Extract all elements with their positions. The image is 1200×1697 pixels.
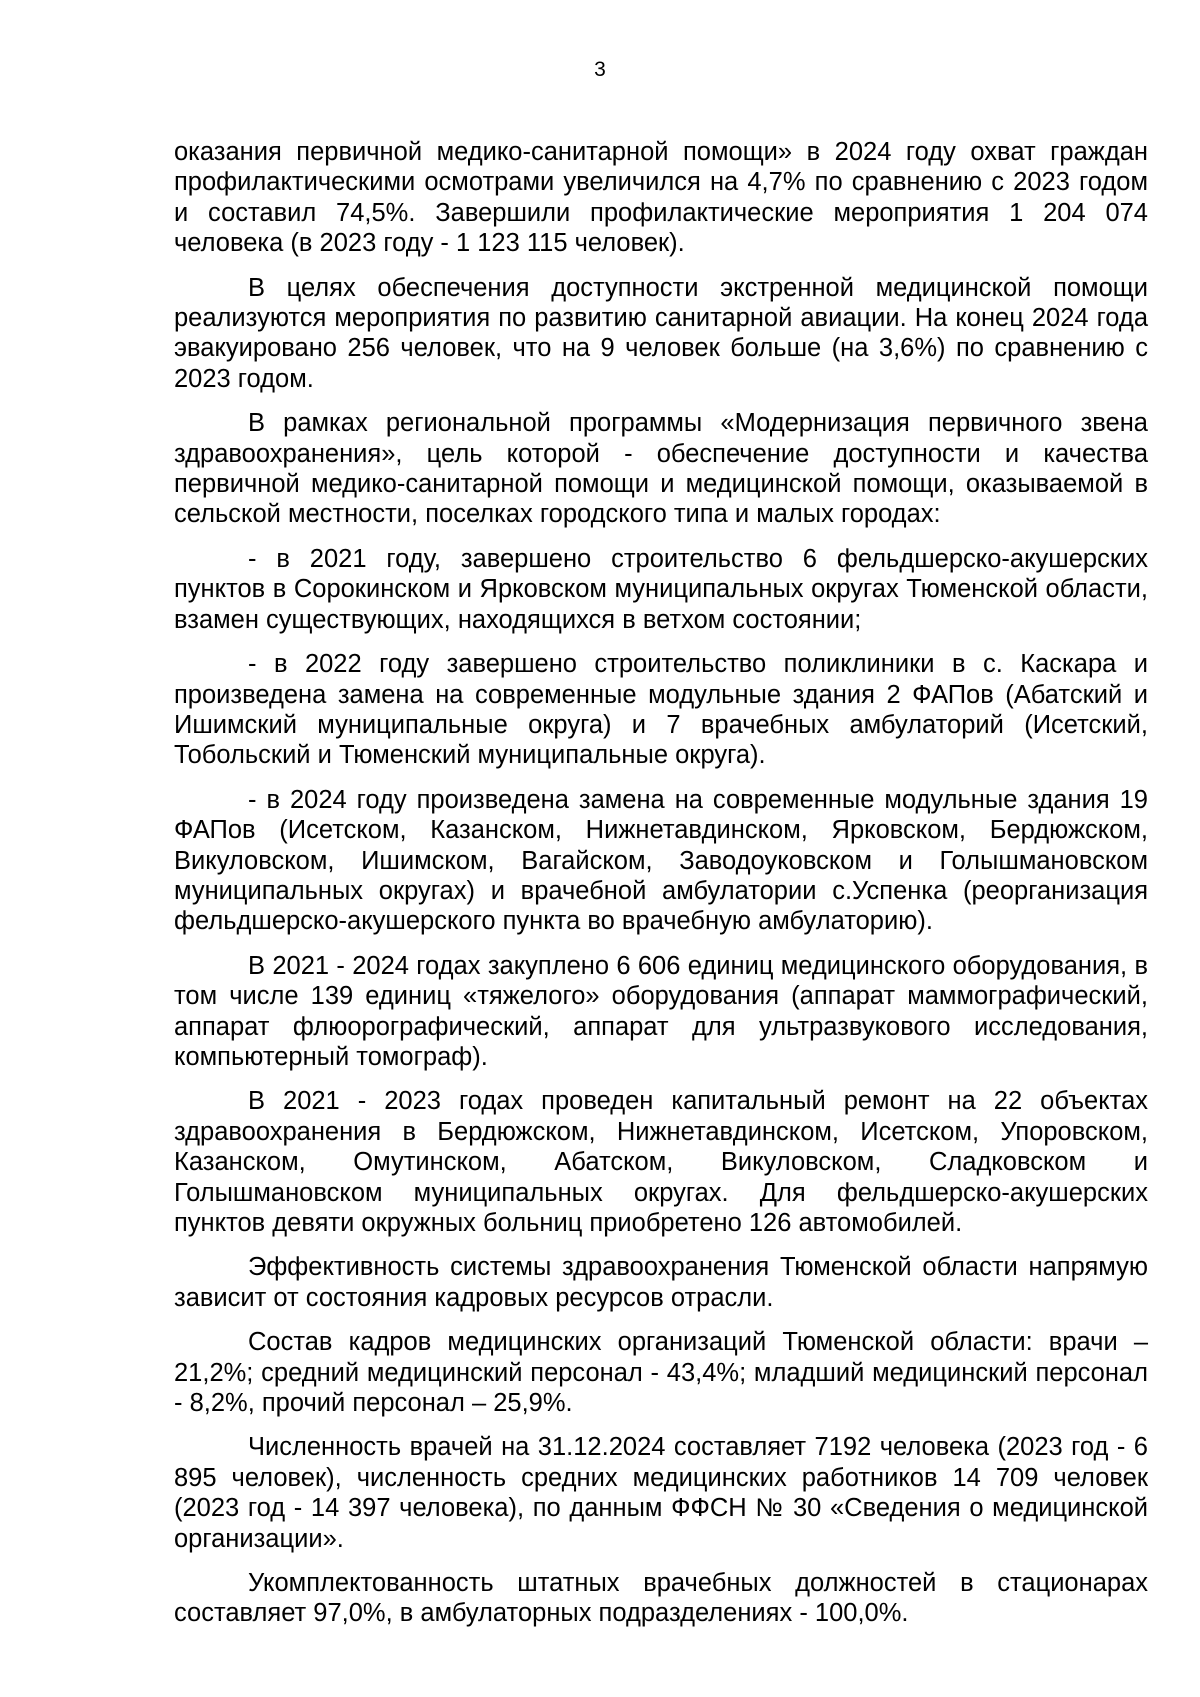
paragraph-staffing-level: Укомплектованность штатных врачебных должностей в стационарах составляет 97,0%, в амбулаторных подразделениях - 100,0%. bbox=[174, 1569, 1148, 1628]
page-number: 3 bbox=[594, 58, 606, 81]
paragraph-modernization-program: В рамках региональной программы «Модернизация первичного звена здравоохранения», цель которой - обеспечение доступности и качества первичной медико-санитарной помощи и медицинской помощи, оказываемой в сельской местности, поселках городского типа и малых городах: bbox=[174, 409, 1148, 529]
paragraph-efficiency: Эффективность системы здравоохранения Тюменской области напрямую зависит от состояния кадровых ресурсов отрасли. bbox=[174, 1253, 1148, 1312]
list-item-2022: - в 2022 году завершено строительство поликлиники в с. Каскара и произведена замена на современные модульные здания 2 ФАПов (Абатский и Ишимский муниципальные округа) и 7 врачебных амбулаторий (Исетский, Тобольский и Тюменский муниципальные округа). bbox=[174, 650, 1148, 770]
paragraph-equipment: В 2021 - 2024 годах закуплено 6 606 единиц медицинского оборудования, в том числе 139 единиц «тяжелого» оборудования (аппарат маммографический, аппарат флюорографический, аппарат для ультразвукового исследования, компьютерный томограф). bbox=[174, 951, 1148, 1071]
paragraph-air-ambulance: В целях обеспечения доступности экстренной медицинской помощи реализуются мероприятия по развитию санитарной авиации. На конец 2024 года эвакуировано 256 человек, что на 9 человек больше (на 3,6%) по сравнению с 2023 годом. bbox=[174, 273, 1148, 393]
list-item-2021: - в 2021 году, завершено строительство 6 фельдшерско-акушерских пунктов в Сорокинском и Ярковском муниципальных округах Тюменской области, взамен существующих, находящихся в ветхом состоянии; bbox=[174, 544, 1148, 634]
paragraph-staff-composition: Состав кадров медицинских организаций Тюменской области: врачи – 21,2%; средний медицинский персонал - 43,4%; младший медицинский персонал - 8,2%, прочий персонал – 25,9%. bbox=[174, 1328, 1148, 1418]
list-item-2024: - в 2024 году произведена замена на современные модульные здания 19 ФАПов (Исетском, Казанском, Нижнетавдинском, Ярковском, Бердюжском, Викуловском, Ишимском, Вагайском, Заводоуковском и Голышмановском муниципальных округах) и врачебной амбулатории с.Успенка (реорганизация фельдшерско-акушерского пункта во врачебную амбулаторию). bbox=[174, 785, 1148, 936]
paragraph-capital-repair: В 2021 - 2023 годах проведен капитальный ремонт на 22 объектах здравоохранения в Бердюжском, Нижнетавдинском, Исетском, Упоровском, Казанском, Омутинском, Абатском, Викуловском, Сладковском и Голышмановском муниципальных округах. Для фельдшерско-акушерских пунктов девяти окружных больниц приобретено 126 автомобилей. bbox=[174, 1087, 1148, 1237]
paragraph-staff-numbers: Численность врачей на 31.12.2024 составляет 7192 человека (2023 год - 6 895 человек), численность средних медицинских работников 14 709 человек (2023 год - 14 397 человека), по данным ФФСН № 30 «Сведения о медицинской организации». bbox=[174, 1433, 1148, 1553]
document-body bbox=[174, 137, 1148, 1643]
paragraph-continuation: оказания первичной медико-санитарной помощи» в 2024 году охват граждан профилактическими осмотрами увеличился на 4,7% по сравнению с 2023 годом и составил 74,5%. Завершили профилактические мероприятия 1 204 074 человека (в 2023 году - 1 123 115 человек). bbox=[174, 138, 1148, 258]
